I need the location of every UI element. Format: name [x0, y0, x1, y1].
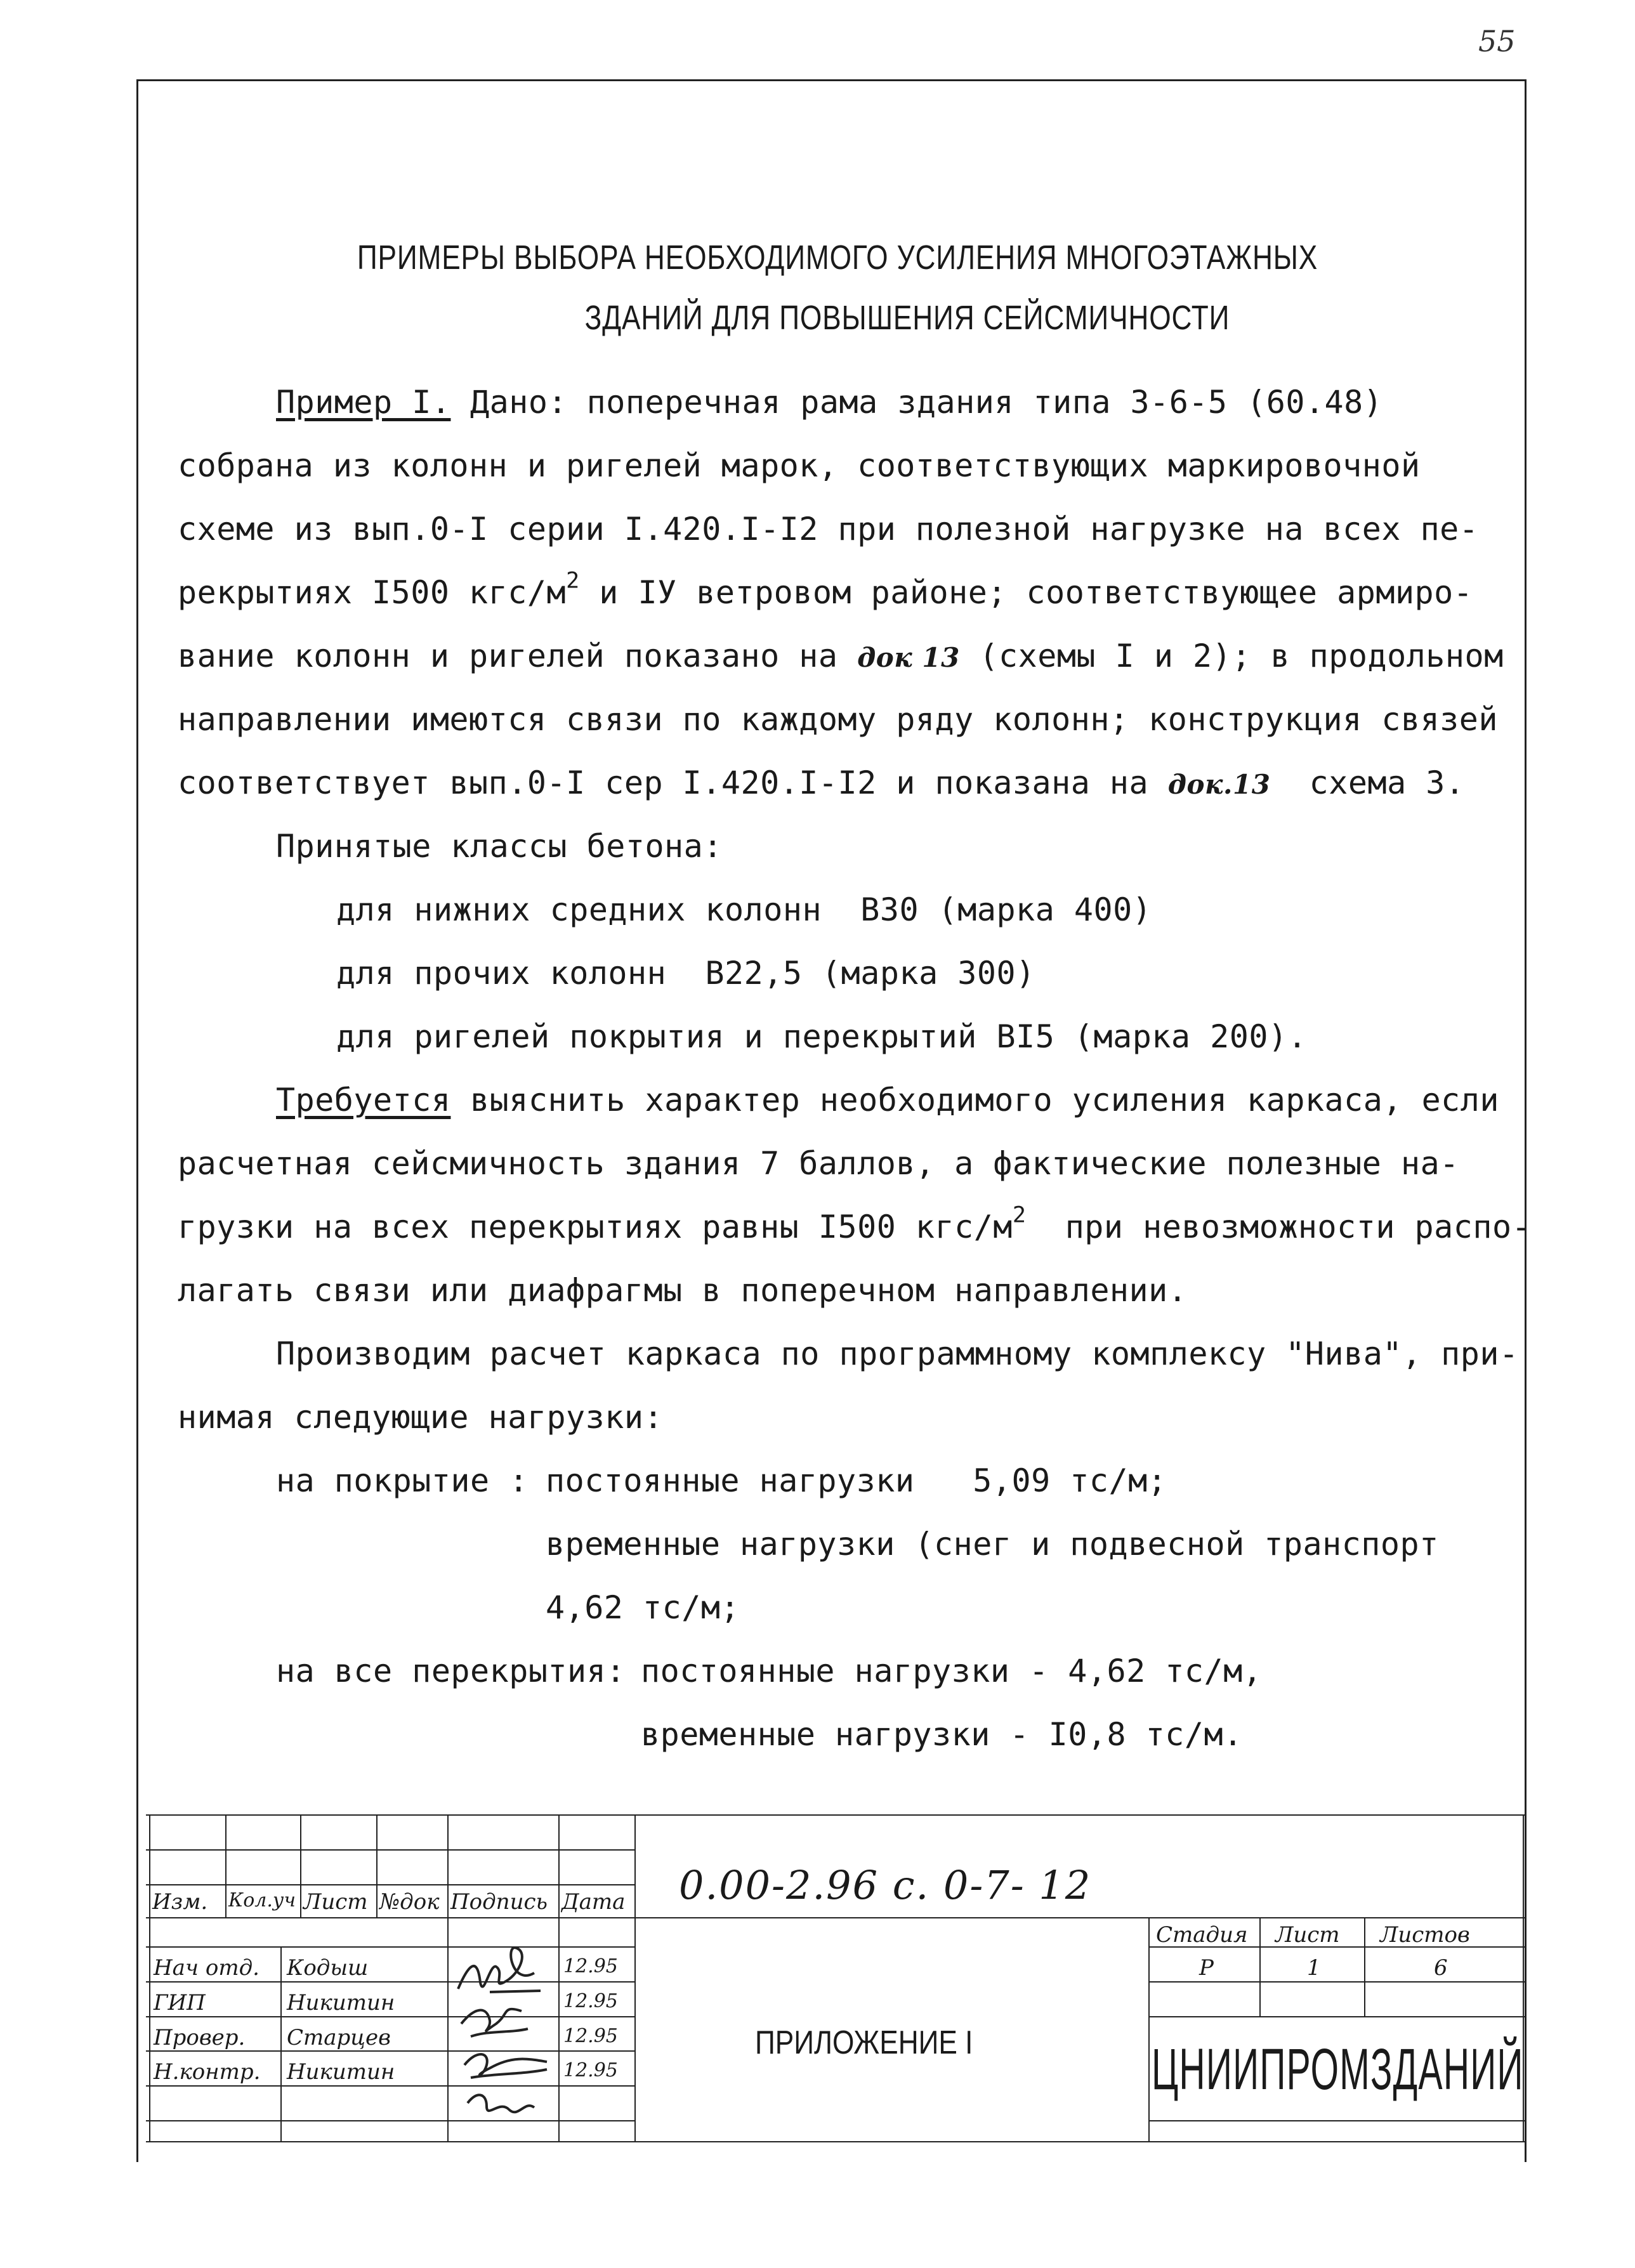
sheet-value: 1: [1307, 1955, 1321, 1981]
example-1-line-6: направлении имеются связи по каждому ряду колонн; конструкция связей: [178, 701, 1498, 738]
grid-line: [300, 1814, 301, 1917]
row-name: Кодыш: [287, 1955, 369, 1981]
requirement-line-1: [276, 1082, 1499, 1118]
requirement-line-2: расчетная сейсмичность здания 7 баллов, а фактические полезные на-: [178, 1145, 1459, 1182]
concrete-class-3: для ригелей покрытия и перекрытий ВI5 (марка 200).: [336, 1018, 1308, 1055]
header-podpis: Подпись: [450, 1889, 548, 1915]
requirement-line-4: лагать связи или диафрагмы в поперечном направлении.: [178, 1272, 1188, 1309]
row-role: ГИП: [154, 1990, 206, 2016]
grid-line: [146, 1849, 634, 1851]
example-1-line-3: схеме из вып.0-I серии I.420.I-I2 при полезной нагрузке на всех пе-: [178, 511, 1479, 547]
row-name: Старцев: [287, 2025, 391, 2050]
calculation-line-1: Производим расчет каркаса по программному комплексу "Нива", при-: [276, 1335, 1519, 1372]
text: рекрытиях I500 кгс/м: [178, 574, 567, 611]
concrete-class-2: для прочих колонн В22,5 (марка 300): [336, 955, 1035, 992]
title-block-bottom-line: [146, 2141, 1526, 2142]
text: грузки на всех перекрытиях равны I500 кгс/м: [178, 1209, 1013, 1245]
text: (схемы I и 2); в продольном: [959, 638, 1504, 674]
example-1-line-1: [276, 384, 1382, 421]
appendix-title: ПРИЛОЖЕНИЕ I: [755, 2024, 973, 2061]
floors-temporary-load: временные нагрузки - I0,8 тс/м.: [641, 1716, 1243, 1753]
requirement-line-3: [178, 1202, 1532, 1245]
text: схема 3.: [1270, 764, 1465, 801]
grid-line: [634, 1814, 636, 2141]
signatures-drawing: [452, 1929, 553, 2138]
example-1-label: Пример I.: [276, 384, 451, 421]
page-number: 55: [1478, 24, 1516, 58]
stage-header: Стадия: [1156, 1922, 1248, 1948]
row-date: 12.95: [563, 1990, 618, 2012]
row-name: Никитин: [287, 2059, 395, 2085]
grid-line: [146, 2016, 634, 2017]
concrete-classes-intro: Принятые классы бетона:: [276, 828, 723, 865]
handwritten-ref: док.13: [1167, 769, 1271, 800]
roof-temporary-load-1: временные нагрузки (снег и подвесной транспорт: [546, 1526, 1439, 1563]
example-1-line-7: [178, 764, 1464, 801]
title-block-top-line: [146, 1814, 1526, 1816]
row-role: Провер.: [154, 2025, 246, 2050]
grid-line: [225, 1814, 227, 1917]
grid-line: [146, 1981, 634, 1983]
grid-line: [280, 1946, 282, 2141]
row-role: Н.контр.: [154, 2059, 261, 2085]
example-1-line-5: [178, 638, 1504, 674]
roof-temporary-load-2: 4,62 тс/м;: [546, 1589, 740, 1626]
text: Дано: поперечная рама здания типа 3-6-5 (60.48): [450, 384, 1383, 421]
header-data: Дата: [561, 1889, 626, 1915]
header-ndok: №док: [379, 1889, 440, 1915]
text: и IУ ветровом районе; соответствующее армиро-: [579, 574, 1473, 611]
grid-line: [376, 1814, 378, 1917]
row-date: 12.95: [563, 2025, 618, 2047]
concrete-class-1: для нижних средних колонн В30 (марка 400): [336, 891, 1152, 928]
stage-value: Р: [1199, 1955, 1214, 1981]
floors-loads-label: на все перекрытия:: [276, 1653, 645, 1689]
row-date: 12.95: [563, 1955, 618, 1977]
grid-line: [1259, 1917, 1261, 2016]
grid-line: [1148, 2120, 1526, 2121]
text: вание колонн и ригелей показано на: [178, 638, 858, 674]
document-number: 0.00-2.96 с. 0-7- 12: [679, 1862, 1092, 1908]
grid-line: [1364, 1917, 1365, 2016]
superscript: 2: [1012, 1202, 1027, 1228]
handwritten-ref: док 13: [857, 642, 960, 673]
grid-line: [558, 1814, 560, 2141]
text: соответствует вып.0-I сер I.420.I-I2 и показана на: [178, 764, 1168, 801]
text: при невозможности распо-: [1026, 1209, 1532, 1245]
grid-line: [146, 2050, 634, 2052]
grid-line: [1148, 1917, 1150, 2141]
grid-line: [146, 2120, 634, 2121]
grid-line: [146, 1884, 634, 1885]
sheets-total-header: Листов: [1380, 1922, 1470, 1948]
requirement-label: Требуется: [276, 1082, 451, 1118]
heading-line-2: ЗДАНИЙ ДЛЯ ПОВЫШЕНИЯ СЕЙСМИЧНОСТИ: [584, 299, 1230, 337]
sheets-total-value: 6: [1434, 1955, 1448, 1981]
sheet-header: Лист: [1275, 1922, 1340, 1948]
grid-line: [146, 1917, 1526, 1918]
superscript: 2: [566, 568, 580, 594]
header-kol-uch: Кол.уч: [228, 1889, 296, 1911]
row-role: Нач отд.: [154, 1955, 259, 1981]
organization-name: ЦНИИПРОМЗДАНИЙ: [1152, 2037, 1524, 2102]
grid-line: [149, 1814, 150, 2141]
grid-line: [1148, 2016, 1526, 2017]
heading-line-1: ПРИМЕРЫ ВЫБОРА НЕОБХОДИМОГО УСИЛЕНИЯ МНОГОЭТАЖНЫХ: [357, 239, 1318, 277]
row-name: Никитин: [287, 1990, 395, 2016]
text: выяснить характер необходимого усиления каркаса, если: [450, 1082, 1499, 1118]
calculation-line-2: нимая следующие нагрузки:: [178, 1399, 664, 1436]
example-1-line-4: [178, 568, 1473, 611]
grid-line: [146, 1946, 634, 1948]
row-date: 12.95: [563, 2059, 618, 2081]
grid-line: [146, 2085, 634, 2087]
roof-constant-load: постоянные нагрузки 5,09 тс/м;: [546, 1462, 1167, 1499]
floors-constant-load: постоянные нагрузки - 4,62 тс/м,: [641, 1653, 1263, 1689]
grid-line: [447, 1814, 449, 2141]
grid-line: [1148, 1981, 1526, 1983]
header-izm: Изм.: [152, 1889, 208, 1915]
roof-loads-label: на покрытие :: [276, 1462, 548, 1499]
header-list: Лист: [303, 1889, 368, 1915]
example-1-line-2: собрана из колонн и ригелей марок, соответствующих маркировочной: [178, 447, 1421, 484]
